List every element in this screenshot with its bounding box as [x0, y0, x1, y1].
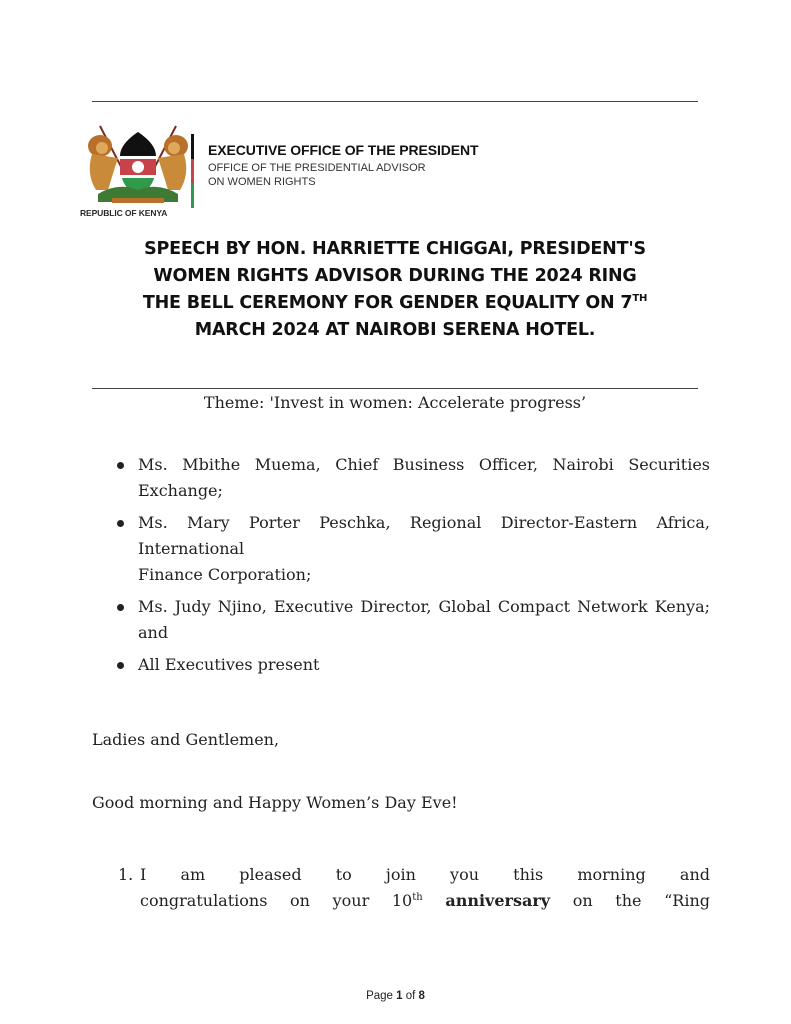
bullet-icon	[117, 520, 124, 527]
numbered-paragraph	[118, 862, 710, 914]
bullet-icon	[117, 604, 124, 611]
office-title: EXECUTIVE OFFICE OF THE PRESIDENT	[208, 142, 479, 158]
section-rule	[92, 388, 698, 389]
flag-color-bar	[191, 134, 194, 208]
paragraph-number: 1.	[118, 865, 134, 884]
bullet-icon	[117, 462, 124, 469]
list-item: All Executives present	[112, 652, 710, 678]
paragraph-line: congratulations on your 10th anniversary on the “Ring	[140, 891, 710, 910]
page-footer: Page 1 of 8	[366, 990, 425, 1002]
office-subtitle-line2: ON WOMEN RIGHTS	[208, 176, 316, 188]
total-pages: 8	[418, 990, 425, 1002]
title-line: WOMEN RIGHTS ADVISOR DURING THE 2024 RING	[153, 266, 637, 286]
greeting-morning: Good morning and Happy Women’s Day Eve!	[92, 793, 458, 812]
bullet-icon	[117, 662, 124, 669]
list-item: Ms. Judy Njino, Executive Director, Global Compact Network Kenya; and	[112, 594, 710, 646]
title-line: MARCH 2024 AT NAIROBI SERENA HOTEL.	[194, 320, 596, 340]
title-line: SPEECH BY HON. HARRIETTE CHIGGAI, PRESIDENT'S	[144, 239, 646, 259]
letterhead	[78, 124, 538, 220]
speech-title	[92, 236, 698, 344]
paragraph-line: I am pleased to join you this morning and	[140, 865, 710, 884]
current-page: 1	[396, 990, 403, 1002]
salutation-list	[112, 452, 710, 684]
emblem-caption: REPUBLIC OF KENYA	[80, 208, 168, 218]
greeting-ladies: Ladies and Gentlemen,	[92, 730, 280, 749]
office-block	[208, 142, 479, 189]
top-rule	[92, 101, 698, 102]
list-item: Ms. Mbithe Muema, Chief Business Officer, Nairobi Securities Exchange;	[112, 452, 710, 504]
office-subtitle-line1: OFFICE OF THE PRESIDENTIAL ADVISOR	[208, 162, 426, 174]
list-item: Ms. Mary Porter Peschka, Regional Director-Eastern Africa, International Finance Corporation;	[112, 510, 710, 588]
kenya-coat-of-arms-icon	[78, 124, 198, 220]
title-line: THE BELL CEREMONY FOR GENDER EQUALITY ON 7TH	[142, 293, 648, 313]
speech-theme: Theme: 'Invest in women: Accelerate progress’	[203, 393, 587, 412]
